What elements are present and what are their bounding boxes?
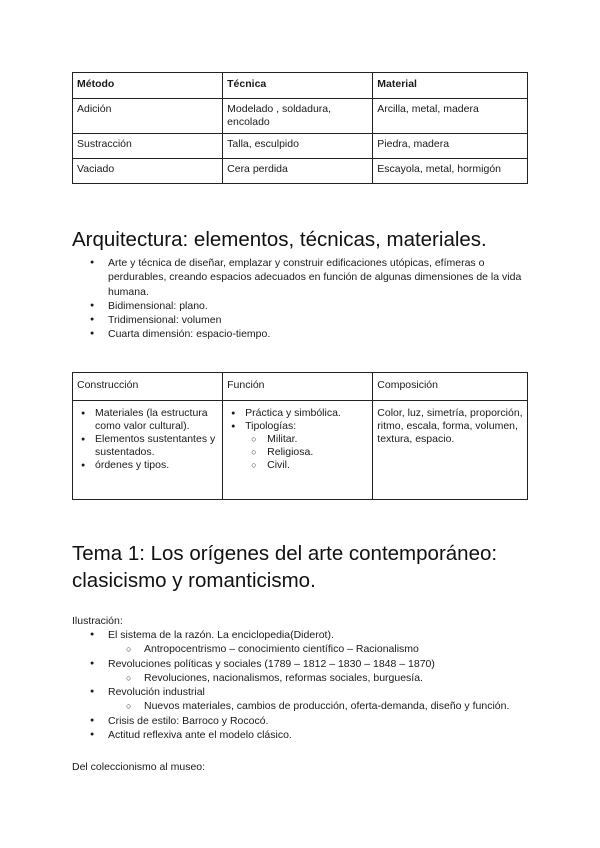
coleccionismo-label: Del coleccionismo al museo: (72, 761, 206, 773)
header-cell: Método (73, 73, 223, 99)
list-item: ● Arte y técnica de diseñar, emplazar y construir edificaciones utópicas, efímeras o perdurables, creando espacios adecuados en función de algunas dimensiones de la vida humana. (108, 256, 528, 299)
list-item: ● Bidimensional: plano. (108, 299, 528, 313)
list-item: ○ Antropocentrismo – conocimiento científico – Racionalismo (144, 642, 528, 656)
sub-list (108, 671, 528, 685)
table-cell: Cera perdida (223, 159, 373, 184)
list-item: ○ Revoluciones, nacionalismos, reformas sociales, burguesía. (144, 671, 528, 685)
header-cell: Técnica (223, 73, 373, 99)
list-item: ● Elementos sustentantes y sustentados. (95, 433, 218, 459)
list-item: ● órdenes y tipos. (95, 459, 218, 472)
list-item: ● Materiales (la estructura como valor cultural). (95, 407, 218, 433)
composicion-cell: Color, luz, simetría, proporción, ritmo, escala, forma, volumen, textura, espacio. (373, 401, 528, 500)
table-cell: Escayola, metal, hormigón (373, 159, 528, 184)
construccion-list (77, 407, 218, 472)
list-item-text: Revoluciones políticas y sociales (1789 – 1812 – 1830 – 1848 – 1870) (108, 657, 435, 670)
table-row (73, 401, 528, 500)
table-row (73, 159, 528, 184)
table-row (73, 134, 528, 159)
list-item: ● Tridimensional: volumen (108, 313, 528, 327)
list-item (108, 685, 528, 714)
section-heading-tema1 (72, 540, 497, 594)
list-item-label: Tipologías: (245, 420, 297, 432)
list-item: ○ Religiosa. (267, 446, 368, 459)
table-header-row (73, 73, 528, 99)
funcion-cell (223, 401, 373, 500)
list-item-text: Revolución industrial (108, 686, 205, 699)
table-cell: Arcilla, metal, madera (373, 99, 528, 134)
sub-list (108, 642, 528, 656)
table-cell: Sustracción (73, 134, 223, 159)
list-item (108, 628, 528, 657)
section-heading-arquitectura: Arquitectura: elementos, técnicas, materiales. (72, 228, 487, 251)
funcion-list (227, 407, 368, 472)
methods-table (72, 72, 528, 184)
table-cell: Adición (73, 99, 223, 134)
header-cell: Material (373, 73, 528, 99)
list-item: ○ Nuevos materiales, cambios de producción, oferta-demanda, diseño y función. (144, 699, 528, 713)
list-item: ● Práctica y simbólica. (245, 407, 368, 420)
header-cell: Construcción (73, 373, 223, 401)
table-cell: Talla, esculpido (223, 134, 373, 159)
sub-list (108, 699, 528, 713)
list-item: ● Crisis de estilo: Barroco y Rococó. (108, 714, 528, 728)
header-cell: Composición (373, 373, 528, 401)
heading-line: Tema 1: Los orígenes del arte contemporáneo: (72, 542, 498, 565)
arquitectura-bullet-list (108, 256, 528, 342)
list-item: ● Actitud reflexiva ante el modelo clásico. (108, 728, 528, 742)
table-cell: Vaciado (73, 159, 223, 184)
table-header-row (73, 373, 528, 401)
ilustracion-list (108, 628, 528, 742)
construccion-cell (73, 401, 223, 500)
list-item: ○ Militar. (267, 433, 368, 446)
tipologias-list (245, 433, 368, 472)
table-cell: Modelado , soldadura, encolado (223, 99, 373, 134)
list-item: ● Cuarta dimensión: espacio-tiempo. (108, 327, 528, 341)
list-item-text: El sistema de la razón. La enciclopedia(Diderot). (108, 629, 334, 641)
list-item (108, 657, 528, 686)
list-item (245, 420, 368, 472)
architecture-table (72, 372, 528, 500)
heading-line: clasicismo y romanticismo. (72, 569, 316, 592)
list-item: ○ Civil. (267, 459, 368, 472)
header-cell: Función (223, 373, 373, 401)
ilustracion-label: Ilustración: (72, 615, 123, 627)
table-cell: Piedra, madera (373, 134, 528, 159)
table-row (73, 99, 528, 134)
